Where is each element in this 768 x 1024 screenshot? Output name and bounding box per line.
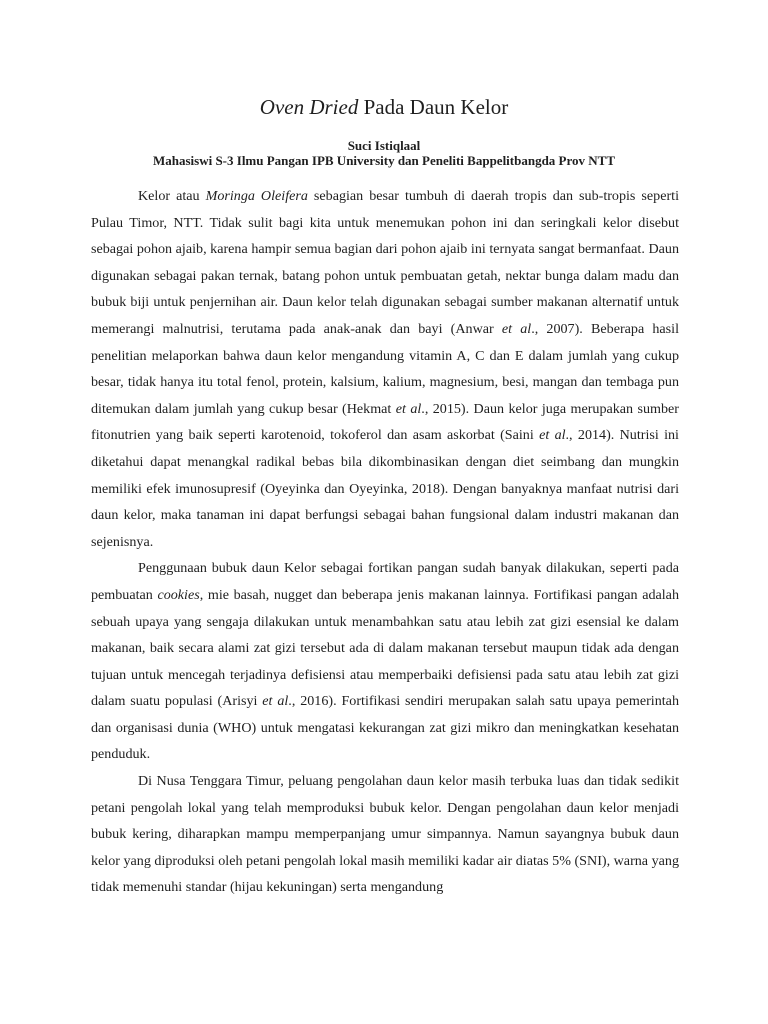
author-affiliation: Mahasiswi S-3 Ilmu Pangan IPB University dan Peneliti Bappelitbangda Prov NTT [152, 153, 616, 168]
paragraph-2 [91, 555, 679, 768]
paragraph-1 [91, 183, 679, 555]
text-span: ., 2015). Daun kelor juga merupakan sumber fitonutrien yang baik seperti karotenoid, tokoferol dan asam askorbat (Saini [91, 400, 679, 444]
author-name: Suci Istiqlaal [347, 138, 421, 153]
cookies-italic: cookies [157, 586, 200, 603]
title-rest-part: Pada Daun Kelor [358, 95, 509, 119]
paragraph-3 [91, 768, 679, 901]
text-span: ., 2016). Fortifikasi sendiri merupakan salah satu upaya pemerintah dan organisasi dunia (WHO) untuk mengatasi kekurangan zat gizi mikro dan meningkatkan kesehatan penduduk. [91, 693, 679, 763]
et-al-italic: et al [539, 427, 566, 444]
text-span: ., 2014). Nutrisi ini diketahui dapat menangkal radikal bebas bila dikombinasikan dengan diet seimbang dan mungkin memiliki efek imunosupresif (Oyeyinka dan Oyeyinka, 2018). Dengan banyaknya manfaat nutrisi dari daun kelor, maka tanaman ini dapat berfungsi sebagai bahan fungsional dalam industri makanan dan sejenisnya. [91, 427, 679, 550]
text-span: sebagian besar tumbuh di daerah tropis dan sub-tropis seperti Pulau Timor, NTT. Tidak sulit bagi kita untuk menemukan pohon ini dan seringkali kelor disebut sebagai pohon ajaib, karena hampir semua bagian dari pohon ajaib ini ternyata sangat bermanfaat. Daun digunakan sebagai pakan ternak, batang pohon untuk pembuatan getah, nektar bunga dalam madu dan bubuk biji untuk penjernihan air. Daun kelor telah digunakan sebagai sumber makanan alternatif untuk memerangi malnutrisi, terutama pada anak-anak dan bayi (Anwar [91, 188, 679, 337]
text-span: , mie basah, nugget dan beberapa jenis makanan lainnya. Fortifikasi pangan adalah sebuah upaya yang sengaja dilakukan untuk menambahkan satu atau lebih zat gizi esensial ke dalam makanan, baik secara alami zat gizi tersebut ada di dalam makanan tersebut maupun tidak ada dengan tujuan untuk mencegah terjadinya defisiensi atau memperbaiki defisiensi pada satu atau lebih zat gizi dalam suatu populasi (Arisyi [91, 586, 679, 710]
et-al-italic: et al [501, 320, 532, 337]
et-al-italic: et al [395, 400, 422, 417]
document-title [0, 93, 768, 121]
species-name-italic: Moringa Oleifera [205, 188, 308, 204]
text-span: ., 2007). Beberapa hasil penelitian melaporkan bahwa daun kelor mengandung vitamin A, C dan E dalam jumlah yang cukup besar, tidak hanya itu total fenol, protein, kalsium, kalium, magnesium, besi, mangan dan tembaga pun ditemukan dalam jumlah yang cukup besar (Hekmat [91, 320, 679, 417]
text-span: Penggunaan bubuk daun Kelor sebagai fortikan pangan sudah banyak dilakukan, seperti pada pembuatan [91, 560, 679, 603]
text-span: Di Nusa Tenggara Timur, peluang pengolahan daun kelor masih terbuka luas dan tidak sedikit petani pengolah lokal yang telah memproduksi bubuk kelor. Dengan pengolahan daun kelor menjadi bubuk kering, diharapkan mampu memperpanjang umur simpannya. Namun sayangnya bubuk daun kelor yang diproduksi oleh petani pengolah lokal masih memiliki kadar air diatas 5% (SNI), warna yang tidak memenuhi standar (hijau kekuningan) serta mengandung [91, 773, 679, 896]
et-al-italic: et al [262, 693, 289, 710]
title-italic-part: Oven Dried [259, 95, 359, 119]
article-body [91, 183, 679, 901]
text-span: Kelor atau [138, 188, 206, 204]
